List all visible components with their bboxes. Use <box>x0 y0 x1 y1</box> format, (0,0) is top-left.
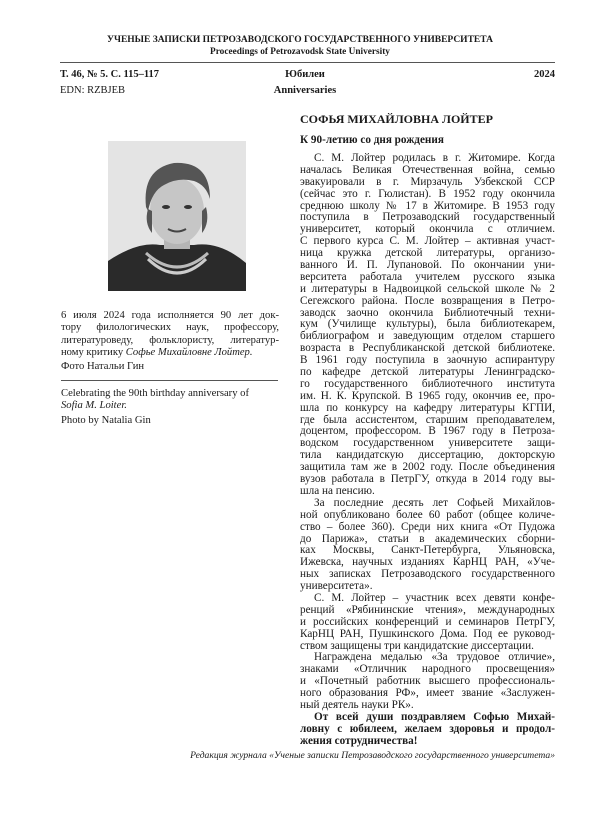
article-body <box>300 153 555 748</box>
text-line: (сейчас это г. Гюлистан). В 1952 году окончила <box>300 187 555 200</box>
photo-credit-en: Photo by Natalia Gin <box>61 414 151 426</box>
photo-credit-ru: Фото Натальи Гин <box>61 361 145 373</box>
caption-line: 6 июля 2024 года исполняется 90 лет док- <box>61 310 279 321</box>
text-line: эвакуировали в г. Мирзачуль Узбекской ССР <box>300 175 555 188</box>
text-line: В 1961 году поступила в заочную аспирантуру <box>300 354 555 367</box>
caption-line <box>61 347 279 359</box>
caption-divider <box>61 380 278 381</box>
caption-en-text: Celebrating the 90th birthday anniversary of <box>61 388 249 399</box>
closing-paragraph <box>300 712 555 748</box>
volume-info: Т. 46, № 5. С. 115–117 <box>60 69 160 80</box>
text-line: университета». <box>300 580 373 593</box>
text-line: Ижевска, научных изданиях КарНЦ РАН, «Уче- <box>300 556 555 569</box>
paragraph <box>300 593 555 652</box>
text-line: ного образования РФ», имеет звание «Заслужен- <box>300 687 555 700</box>
text-line: ренций «Рябининские чтения», международных <box>300 603 555 616</box>
text-line: им. Н. К. Крупской. В 1965 году, окончив ее, про- <box>300 389 555 402</box>
caption-en-name: Sofia M. Loiter. <box>61 400 127 412</box>
text-line: ной опубликовано более 60 работ (общее количе- <box>300 508 555 521</box>
text-line: жения сотрудничества! <box>300 734 418 747</box>
portrait-photo <box>108 141 246 291</box>
text-line: шла на пенсию. <box>300 484 375 497</box>
text-line: и литературы в Надвоицкой сельской школе № 2 <box>300 282 555 295</box>
text-line: ство – более 360). Среди них книга «От Пудожа <box>300 520 555 533</box>
text-line: шла по конкурсу на кафедру литературы КГПИ, <box>300 401 555 414</box>
edn-code: EDN: RZBJEB <box>60 85 126 96</box>
text-line: возраста в Республиканской детской библиотеке. <box>300 342 555 355</box>
text-line: поступила в Петрозаводский государственный <box>300 211 555 224</box>
text-line: до Парижа», статьи в академических сборни- <box>300 532 555 545</box>
text-line: ством защищены три кандидатские диссертации. <box>300 639 534 652</box>
photo-caption-en <box>61 388 279 427</box>
article-title: СОФЬЯ МИХАЙЛОВНА ЛОЙТЕР <box>300 112 493 126</box>
text-line: От всей души поздравляем Софью Михай- <box>314 710 555 723</box>
text-line: заводск заочно окончила Библиотечный техни- <box>300 306 555 319</box>
text-line: тила кандидатскую диссертацию, докторскую <box>300 449 555 462</box>
text-line: С. М. Лойтер родилась в г. Житомире. Когда <box>314 152 555 164</box>
text-line: среднюю школу № 17 в Житомире. В 1953 году <box>300 199 555 212</box>
section-en: Anniversaries <box>273 85 337 96</box>
text-line: КарНЦ РАН, Пушкинского Дома. Под ее руковод- <box>300 627 555 640</box>
text-line: го государственного библиотечного института <box>300 377 555 390</box>
text-line: ках Москвы, Санкт-Петербурга, Ульяновска, <box>300 544 555 557</box>
text-line: ных записках Петрозаводского государственного <box>300 568 555 581</box>
text-line: знаками «Отличник народного просвещения» <box>300 663 555 676</box>
caption-line: литературоведу, фольклористу, литератур- <box>61 334 279 346</box>
text-line: Сегежского района. После возвращения в Петро- <box>300 294 555 307</box>
text-line: и «Почетный работник высшего профессиональ- <box>300 675 555 688</box>
text-line: ловну с юбилеем, желаем здоровья и продол- <box>300 722 555 735</box>
text-line: доцентом, профессором. В 1967 году в Петроза- <box>300 425 555 438</box>
text-line: ница кружка детской литературы, организо- <box>300 247 555 260</box>
article-subtitle: К 90-летию со дня рождения <box>300 134 444 146</box>
text-line: библиографом и заведующим отделом старшего <box>300 330 555 343</box>
text-line: ванного И. П. Лупановой. По окончании уни- <box>300 259 555 272</box>
text-line: где была ассистентом, старшим преподавателем, <box>300 413 555 426</box>
text-line: За последние десять лет Софьей Михайлов- <box>314 496 555 509</box>
journal-title-en: Proceedings of Petrozavodsk State University <box>210 47 390 57</box>
header-divider <box>60 62 555 63</box>
text-line: университет, который окончила с отличием. <box>300 223 555 236</box>
text-line: водском государственном университете защи- <box>300 437 555 450</box>
text-line: ный деятель науки РК». <box>300 698 414 711</box>
text-line: верситета работала учителем русского языка <box>300 270 555 283</box>
paragraph <box>300 153 555 498</box>
text-line: вузов работала в ПетрГУ, откуда в 2014 году вы- <box>300 473 555 486</box>
editorial-signature: Редакция журнала «Ученые записки Петрозаводского государственного университета» <box>190 750 555 761</box>
paragraph <box>300 498 555 593</box>
text-line: Награждена медалью «За трудовое отличие», <box>314 651 555 664</box>
photo-caption-ru <box>61 310 279 373</box>
text-line: началась Великая Отечественная война, семью <box>300 163 555 176</box>
section-ru: Юбилеи <box>285 69 325 80</box>
caption-text: ному критику <box>61 346 126 358</box>
text-line: кум (Училище культуры), была библиотекарем, <box>300 318 555 331</box>
text-line: и российских конференций и семинаров ПетрГУ, <box>300 615 555 628</box>
paragraph <box>300 652 555 711</box>
text-line: по кафедре детской литературы Ленинградско- <box>300 366 555 379</box>
caption-line: тору филологических наук, профессору, <box>61 322 279 334</box>
journal-title-ru: УЧЕНЫЕ ЗАПИСКИ ПЕТРОЗАВОДСКОГО ГОСУДАРСТВЕННОГО УНИВЕРСИТЕТА <box>107 35 493 45</box>
text-line: защитила там же в 2002 году. После объединения <box>300 461 555 474</box>
text-line: С. М. Лойтер – участник всех девяти конфе- <box>314 591 555 604</box>
year: 2024 <box>534 69 555 80</box>
text-line: С первого курса С. М. Лойтер – активная участ- <box>300 235 555 248</box>
caption-person-name: Софье Михайловне Лойтер. <box>125 346 253 358</box>
